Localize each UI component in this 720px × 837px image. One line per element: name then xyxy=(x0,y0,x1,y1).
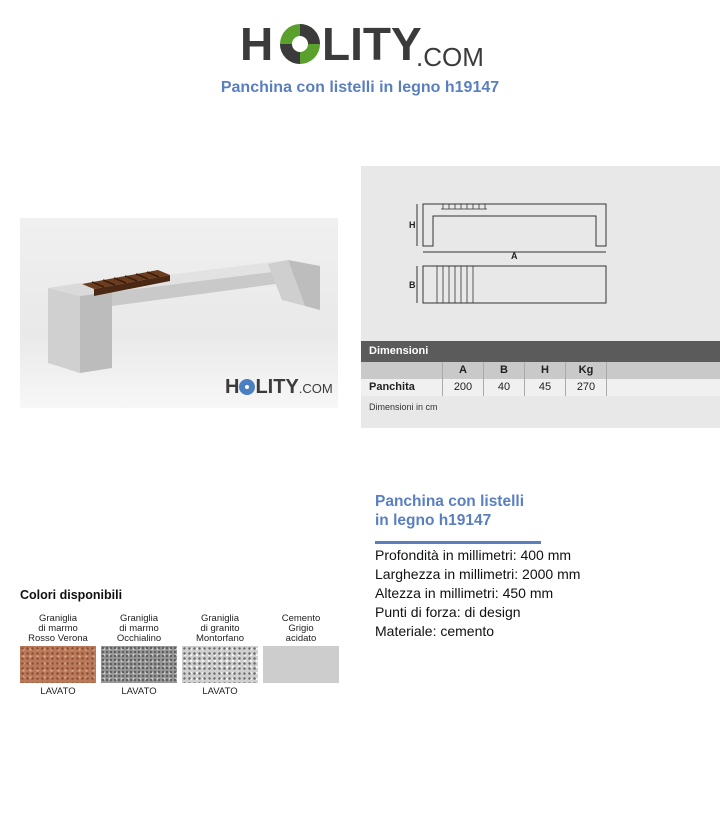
row-label: Panchita xyxy=(369,381,415,393)
site-logo[interactable] xyxy=(0,10,720,70)
value-kg: 270 xyxy=(565,379,607,396)
info-title-line-1: Panchina con listelli xyxy=(375,493,525,510)
page-title: Panchina con listelli in legno h19147 xyxy=(220,79,500,96)
photo-watermark: H LITY.COM xyxy=(225,376,333,398)
value-b: 40 xyxy=(483,379,524,396)
logo-o-icon xyxy=(280,24,320,64)
list-item: Punti di forza: di design xyxy=(375,604,521,620)
col-h: H xyxy=(524,362,565,379)
swatch-color xyxy=(101,646,177,683)
info-title-line-2: in legno h19147 xyxy=(375,512,492,529)
info-title xyxy=(375,492,675,530)
dimensions-note: Dimensioni in cm xyxy=(369,402,438,412)
list-item: Larghezza in millimetri: 2000 mm xyxy=(375,566,581,582)
dim-label-a: A xyxy=(511,251,518,261)
list-item: Profondità in millimetri: 400 mm xyxy=(375,547,572,563)
col-b: B xyxy=(483,362,524,379)
swatch-color xyxy=(263,646,339,683)
swatch-color xyxy=(182,646,258,683)
swatch-cemento-grigio[interactable]: Cemento Grigio acidato xyxy=(263,610,339,686)
logo-h: H xyxy=(240,18,274,70)
info-list xyxy=(375,546,715,641)
swatch-rosso-verona[interactable]: Graniglia di marmo Rosso Verona LAVATO xyxy=(20,610,96,697)
info-divider xyxy=(375,541,541,544)
product-photo xyxy=(20,218,338,408)
spec-panel xyxy=(361,166,720,428)
swatch-color xyxy=(20,646,96,683)
col-a: A xyxy=(442,362,483,379)
technical-drawing xyxy=(361,166,720,336)
list-item: Materiale: cemento xyxy=(375,623,495,639)
logo-lity: LITY xyxy=(322,18,422,70)
dim-label-h: H xyxy=(409,220,416,230)
value-a: 200 xyxy=(442,379,483,396)
colors-section xyxy=(20,588,340,698)
dimensions-table xyxy=(361,362,720,396)
col-kg: Kg xyxy=(565,362,607,379)
dimensions-header: Dimensioni xyxy=(361,341,720,362)
dim-label-b: B xyxy=(409,280,416,290)
colors-title: Colori disponibili xyxy=(20,588,123,602)
swatch-montorfano[interactable]: Graniglia di granito Montorfano LAVATO xyxy=(182,610,258,697)
logo-suffix: .COM xyxy=(416,42,484,70)
table-row xyxy=(361,379,720,396)
table-header-row xyxy=(361,362,720,379)
swatch-occhialino[interactable]: Graniglia di marmo Occhialino LAVATO xyxy=(101,610,177,697)
list-item: Altezza in millimetri: 450 mm xyxy=(375,585,554,601)
value-h: 45 xyxy=(524,379,565,396)
